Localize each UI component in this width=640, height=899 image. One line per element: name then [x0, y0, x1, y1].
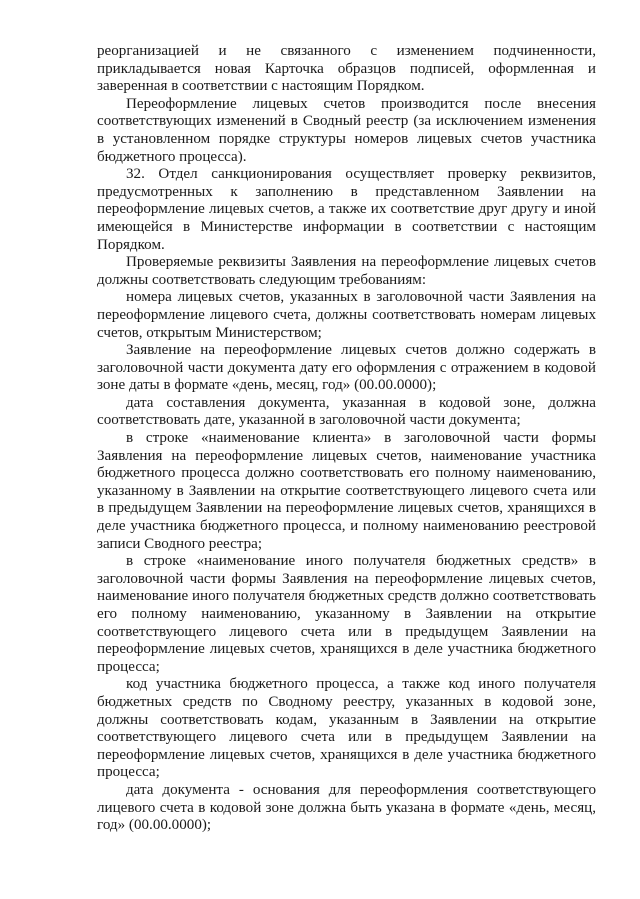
paragraph-participant-codes: код участника бюджетного процесса, а также код иного получателя бюджетных средств по Сводному реестру, указанных в кодовой зоне, должны соответствовать кодам, указанным в Заявлении на открытие соответствующего лицевого счета или в предыдущем Заявлении на переоформление лицевых счетов, хранящихся в деле участника бюджетного процесса;	[97, 676, 596, 781]
paragraph-other-recipient-name: в строке «наименование иного получателя бюджетных средств» в заголовочной части формы Заявления на переоформление лицевых счетов, наименование иного получателя бюджетных средств должно соответствовать его полному наименованию, указанному в Заявлении на открытие соответствующего лицевого счета или в предыдущем Заявлении на переоформление лицевых счетов, хранящихся в деле участника бюджетного процесса;	[97, 553, 596, 675]
paragraph-requirements-intro: Проверяемые реквизиты Заявления на переоформление лицевых счетов должны соответствовать следующим требованиям:	[97, 254, 596, 288]
paragraph-continuation: реорганизацией и не связанного с изменением подчиненности, прикладывается новая Карточка образцов подписей, оформленная и заверенная в соответствии с настоящим Порядком.	[97, 43, 596, 95]
document-body	[97, 43, 596, 835]
paragraph-basis-document-date: дата документа - основания для переоформления соответствующего лицевого счета в кодовой зоне должна быть указана в формате «день, месяц, год» (00.00.0000);	[97, 781, 596, 834]
paragraph-reissue-after-registry: Переоформление лицевых счетов производится после внесения соответствующих изменений в Сводный реестр (за исключением изменения в установленном порядке структуры номеров лицевых счетов участника бюджетного процесса).	[97, 95, 596, 165]
paragraph-account-numbers: номера лицевых счетов, указанных в заголовочной части Заявления на переоформление лицевого счета, должны соответствовать номерам лицевых счетов, открытым Министерством;	[97, 289, 596, 341]
paragraph-item-32: 32. Отдел санкционирования осуществляет проверку реквизитов, предусмотренных к заполнению в представленном Заявлении на переоформление лицевых счетов, а также их соответствие друг другу и иной имеющейся в Министерстве информации в соответствии с настоящим Порядком.	[97, 166, 596, 253]
paragraph-date-match: дата составления документа, указанная в кодовой зоне, должна соответствовать дате, указанной в заголовочной части документа;	[97, 394, 596, 429]
paragraph-client-name: в строке «наименование клиента» в заголовочной части формы Заявления на переоформление лицевых счетов, наименование участника бюджетного процесса должно соответствовать его полному наименованию, указанному в Заявлении на открытие соответствующего лицевого счета или в предыдущем Заявлении на переоформление лицевых счетов, хранящихся в деле участника бюджетного процесса, и полному наименованию реестровой записи Сводного реестра;	[97, 430, 596, 552]
paragraph-date-format: Заявление на переоформление лицевых счетов должно содержать в заголовочной части документа дату его оформления с отражением в кодовой зоне даты в формате «день, месяц, год» (00.00.0000);	[97, 342, 596, 394]
